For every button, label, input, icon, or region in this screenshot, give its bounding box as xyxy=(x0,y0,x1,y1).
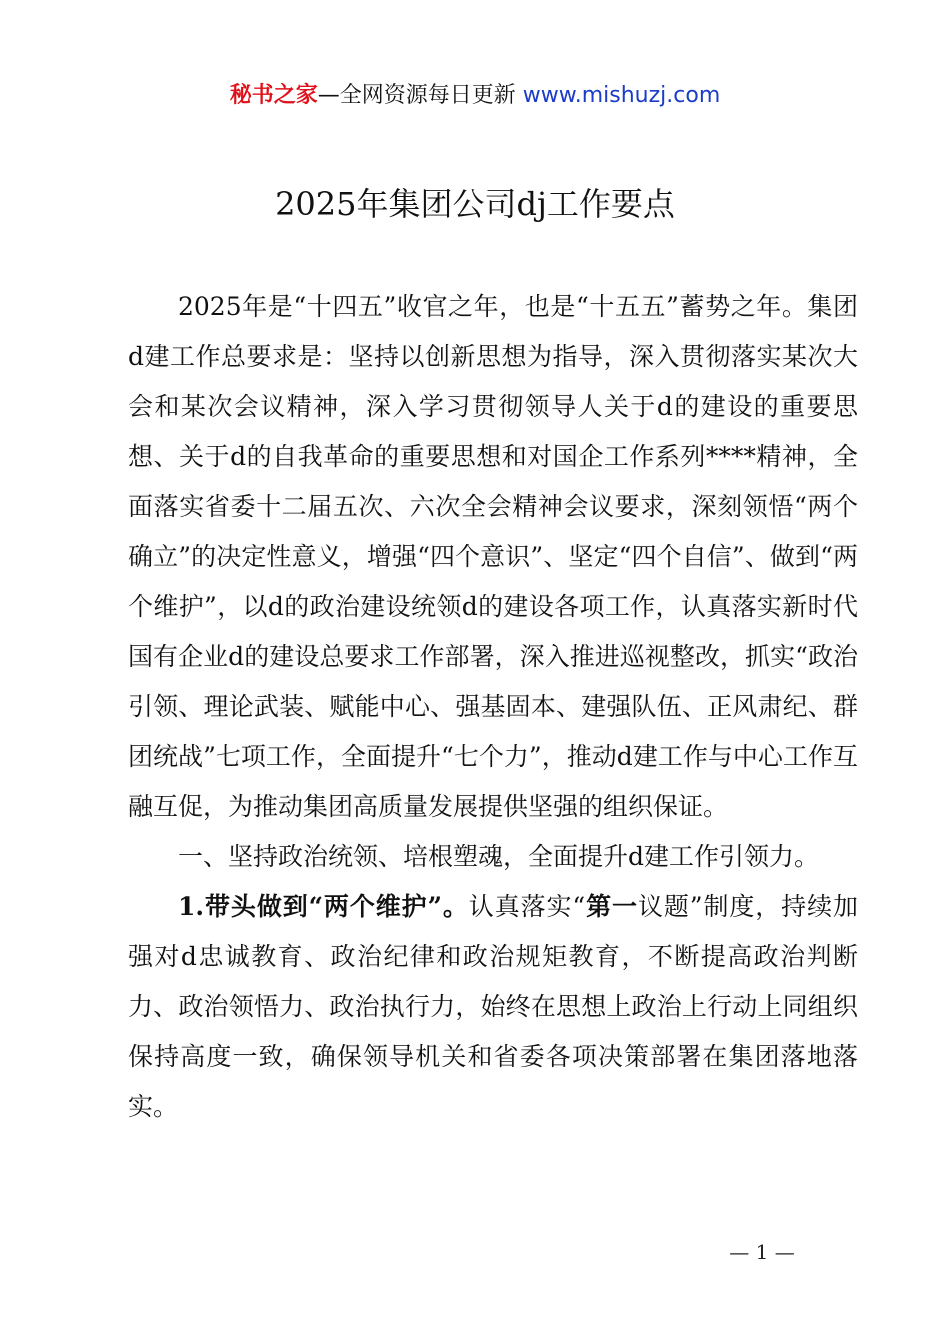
item-paragraph xyxy=(128,882,858,1132)
item-text-a: 认真落实“ xyxy=(468,892,586,921)
document-body xyxy=(128,282,858,1132)
banner-slogan: —全网资源每日更新 xyxy=(317,83,516,108)
item-lead: 1.带头做到“两个维护”。 xyxy=(178,892,469,921)
item-text-b: 议题”制度，持续加强对d忠诚教育、政治纪律和政治规矩教育，不断提高政治判断力、政治领悟力、政治执行力，始终在思想上政治上行动上同组织保持高度一致，确保领导机关和省委各项决策部署在集团落地落实。 xyxy=(128,892,858,1121)
banner-brand: 秘书之家 xyxy=(229,83,318,108)
banner-url-link[interactable]: www.mishuzj.com xyxy=(522,83,721,108)
document-title: 2025年集团公司dj工作要点 xyxy=(275,185,675,223)
item-emphasis: 第一 xyxy=(585,892,638,921)
page-number: — 1 — xyxy=(729,1240,795,1264)
section-heading: 一、坚持政治统领、培根塑魂，全面提升d建工作引领力。 xyxy=(178,842,820,871)
site-banner xyxy=(0,80,950,112)
intro-paragraph: 2025年是“十四五”收官之年，也是“十五五”蓄势之年。集团d建工作总要求是：坚持以创新思想为指导，深入贯彻落实某次大会和某次会议精神，深入学习贯彻领导人关于d的建设的重要思想、关于d的自我革命的重要思想和对国企工作系列****精神，全面落实省委十二届五次、六次全会精神会议要求，深刻领悟“两个确立”的决定性意义，增强“四个意识”、坚定“四个自信”、做到“两个维护”，以d的政治建设统领d的建设各项工作，认真落实新时代国有企业d的建设总要求工作部署，深入推进巡视整改，抓实“政治引领、理论武装、赋能中心、强基固本、建强队伍、正风肃纪、群团统战”七项工作，全面提升“七个力”，推动d建工作与中心工作互融互促，为推动集团高质量发展提供坚强的组织保证。 xyxy=(128,292,858,821)
